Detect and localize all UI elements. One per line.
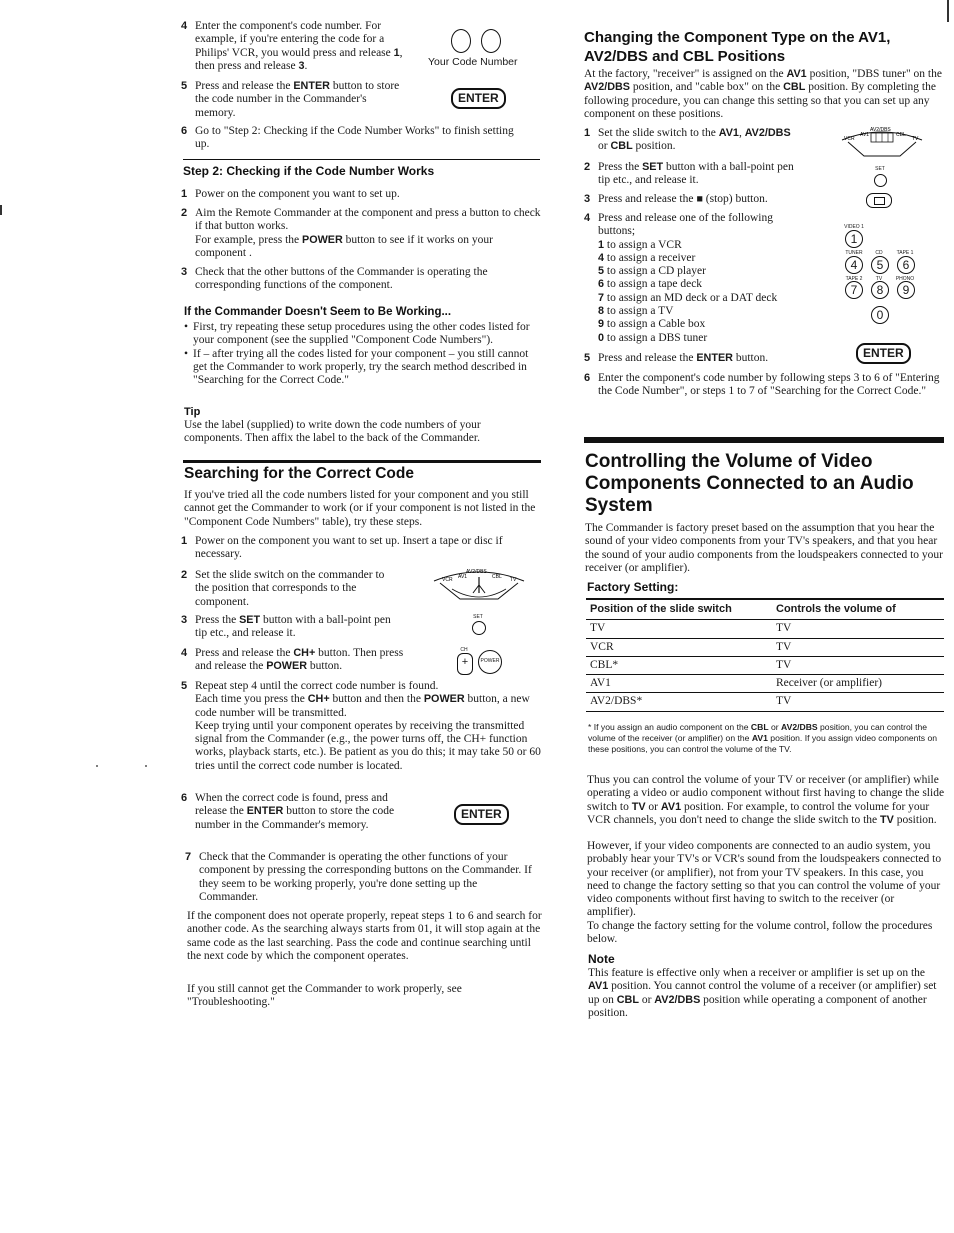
table-row: AV2/DBS* TV bbox=[586, 693, 944, 711]
column-header: Position of the slide switch bbox=[586, 599, 772, 620]
switch-label-tv: TV bbox=[510, 577, 517, 583]
change-heading: Changing the Component Type on the AV1, AV2/DBS and CBL Positions bbox=[584, 29, 891, 65]
volume-para-1: Thus you can control the volume of your TV or receiver (or amplifier) while operating a video or audio component without first having to change the slide switch to TV or AV1 position. For example, to control the volume for your VCR channels, you don't need to change the slide switch to the TV position. bbox=[587, 774, 945, 826]
tape1-label: TAPE 1 bbox=[896, 250, 914, 256]
list-item: 6 to assign a tape deck bbox=[598, 278, 703, 291]
table-row: CBL* TV bbox=[586, 656, 944, 674]
code-digit-box-icon bbox=[481, 29, 501, 53]
phono-label: PHONO bbox=[895, 276, 915, 282]
divider bbox=[183, 159, 540, 160]
numeric-key-icon: 4 bbox=[845, 256, 863, 274]
list-item: 5 to assign a CD player bbox=[598, 265, 706, 278]
not-working-list bbox=[184, 321, 534, 387]
enter-button-icon: ENTER bbox=[451, 88, 506, 109]
switch-label-av2dbs: AV2/DBS bbox=[466, 569, 487, 575]
list-item: 4 to assign a receiver bbox=[598, 251, 696, 264]
scan-speck bbox=[96, 765, 98, 767]
check-step-2: 2 Aim the Remote Commander at the component and press a button to check if that button works. For example, press the POWER button to see if it works on your component . bbox=[181, 207, 541, 259]
volume-para-3: To change the factory setting for the volume control, follow the procedures below. bbox=[587, 920, 933, 946]
slide-switch-icon bbox=[838, 126, 926, 162]
switch-label-vcr: VCR bbox=[844, 136, 855, 142]
list-item: 0 to assign a DBS tuner bbox=[598, 331, 708, 344]
change-step-5: 5 Press and release the ENTER button. bbox=[584, 352, 769, 364]
search-intro: If you've tried all the code numbers listed for your component and you still cannot get the Commander to work (or if your component is not listed in the "Component Code Numbers" table), try these steps. bbox=[184, 489, 536, 528]
your-code-number-label: Your Code Number bbox=[428, 56, 518, 68]
switch-label-av1: AV1 bbox=[458, 574, 468, 580]
list-item: • First, try repeating these setup procedures using the other codes listed for your component (see the supplied "Component Code Numbers"). bbox=[184, 321, 534, 348]
enter-step-6: 6 Go to "Step 2: Checking if the Code Number Works" to finish setting up. bbox=[181, 125, 514, 151]
numeric-key-icon: 6 bbox=[897, 256, 915, 274]
page-edge-mark bbox=[0, 205, 2, 215]
numeric-key-icon: 0 bbox=[871, 306, 889, 324]
ch-label: CH bbox=[460, 647, 468, 653]
power-label: POWER bbox=[480, 658, 500, 664]
code-digit-box-icon bbox=[451, 29, 471, 53]
factory-setting-table bbox=[586, 598, 944, 712]
list-item: 1 to assign a VCR bbox=[598, 238, 682, 251]
change-step-1: 1 Set the slide switch to the AV1, AV2/DBS or CBL position. bbox=[584, 127, 791, 153]
numeric-key-icon: 7 bbox=[845, 281, 863, 299]
tuner-label: TUNER bbox=[845, 250, 863, 256]
tip-text: Use the label (supplied) to write down the code numbers of your components. Then affix the label to the back of the Commander. bbox=[184, 419, 481, 445]
list-item: 9 to assign a Cable box bbox=[598, 318, 706, 331]
numeric-key-icon: 1 bbox=[845, 230, 863, 248]
note-text: This feature is effective only when a receiver or amplifier is set up on the AV1 position. You cannot control the volume of a receiver (or amplifier) set up on CBL or AV2/DBS position while operating a component of another position. bbox=[588, 967, 937, 1019]
search-step-6: 6 When the correct code is found, press and release the ENTER button to store the code number in the Commander's memory. bbox=[181, 792, 395, 831]
page-edge-mark bbox=[947, 0, 949, 22]
video1-label: VIDEO 1 bbox=[844, 224, 864, 230]
switch-label-cbl: CBL bbox=[896, 132, 906, 138]
search-step-3: 3 Press the SET button with a ball-point pen tip etc., and release it. bbox=[181, 614, 391, 640]
list-item: 7 to assign an MD deck or a DAT deck bbox=[598, 291, 778, 304]
numeric-key-icon: 5 bbox=[871, 256, 889, 274]
stop-symbol bbox=[874, 197, 885, 205]
list-item: 8 to assign a TV bbox=[598, 305, 674, 318]
volume-heading: Controlling the Volume of Video Components Connected to an Audio System bbox=[585, 451, 914, 516]
numeric-key-icon: 8 bbox=[871, 281, 889, 299]
tv-label: TV bbox=[875, 276, 883, 282]
table-footnote: * If you assign an audio component on the CBL or AV2/DBS position, you can control the volume of the receiver (or amplifier) on the AV1 position. If you assign video components on these positions, you can control the volume of the TV. bbox=[588, 722, 938, 754]
switch-label-tv: TV bbox=[912, 136, 919, 142]
cd-label: CD bbox=[875, 250, 883, 256]
stop-button-icon bbox=[866, 193, 892, 208]
enter-button-icon: ENTER bbox=[856, 343, 911, 364]
section-rule bbox=[584, 437, 944, 443]
search-para-2: If you still cannot get the Commander to work properly, see "Troubleshooting." bbox=[187, 983, 462, 1009]
enter-button-icon: ENTER bbox=[454, 804, 509, 825]
search-step-1: 1 Power on the component you want to set up. Insert a tape or disc if necessary. bbox=[181, 535, 503, 561]
change-step-6: 6 Enter the component's code number by following steps 3 to 6 of "Entering the Code Number", or steps 1 to 7 of "Searching for the Correct Code." bbox=[584, 372, 940, 398]
table-header-row bbox=[586, 599, 944, 620]
change-step-4: 4 Press and release one of the following buttons; 1 to assign a VCR 4 to assign a receiver 5 to assign a CD player 6 to assign a tape deck 7 to assign an MD deck or a DAT deck 8 to assign a TV 9 to assign a Cable box 0 to assign a DBS tuner bbox=[584, 212, 799, 345]
tip-heading: Tip bbox=[184, 406, 201, 418]
column-header: Controls the volume of bbox=[772, 599, 944, 620]
table-row: VCR TV bbox=[586, 638, 944, 656]
not-working-heading: If the Commander Doesn't Seem to Be Working... bbox=[184, 306, 452, 318]
table-row: AV1 Receiver (or amplifier) bbox=[586, 675, 944, 693]
set-label: SET bbox=[875, 166, 885, 172]
tape2-label: TAPE 2 bbox=[845, 276, 863, 282]
set-label: SET bbox=[473, 614, 483, 620]
volume-intro: The Commander is factory preset based on the assumption that you hear the sound of your video components from your TV's speakers, and that you hear the sound of your audio components from the loudspeakers connected to your receiver (or amplifier). bbox=[585, 522, 944, 574]
factory-table bbox=[586, 598, 944, 712]
volume-para-2: However, if your video components are connected to an audio system, you probably hear your TV's or VCR's sound from the loudspeakers connected to your receiver (or amplifier), not from your TV speakers. In this case, you need to change the factory setting so that you can control the volume of your video components without first having to switch to the receiver (or amplifier). bbox=[587, 840, 942, 919]
slide-switch-icon bbox=[430, 565, 528, 605]
switch-label-av2dbs: AV2/DBS bbox=[870, 127, 891, 133]
list-item: • If – after trying all the codes listed for your component – you still cannot get the Commander to work properly, try the search method described in "Searching for the Correct Code." bbox=[184, 348, 534, 388]
check-step-3: 3 Check that the other buttons of the Commander is operating the corresponding functions of the component. bbox=[181, 266, 488, 292]
check-step-1: 1 Power on the component you want to set up. bbox=[181, 188, 400, 200]
numeric-key-icon: 9 bbox=[897, 281, 915, 299]
section-rule bbox=[183, 460, 541, 463]
table-row: TV TV bbox=[586, 620, 944, 638]
enter-step-4: 4 Enter the component's code number. For example, if you're entering the code for a Philips' VCR, you would press and release 1, then press and release 3. bbox=[181, 20, 403, 72]
set-button-icon bbox=[472, 621, 486, 635]
note-heading: Note bbox=[588, 952, 615, 966]
change-step-3: 3 Press and release the ■ (stop) button. bbox=[584, 193, 768, 205]
search-step-4: 4 Press and release the CH+ button. Then press and release the POWER button. bbox=[181, 647, 404, 673]
enter-step-5: 5 Press and release the ENTER button to store the code number in the Commander's memory. bbox=[181, 80, 400, 119]
search-para-1: If the component does not operate properly, repeat steps 1 to 6 and search for another code. As the searching always starts from 01, it will stop again at the same code as the last searching. Pass the code and continue searching until the next code by which the component operates. bbox=[187, 910, 542, 962]
search-step-5: 5 Repeat step 4 until the correct code number is found. Each time you press the CH+ button and then the POWER button, a new code number will be transmitted. Keep trying until your component operates by receiving the transmitted signal from the Commander (e.g., the power turns off, the CH+ function works, playback starts, etc.). Be patient as you do this; it may take 50 or 60 tries until the correct code number is located. bbox=[181, 680, 541, 772]
change-intro: At the factory, "receiver" is assigned on the AV1 position, "DBS tuner" on the AV2/DBS position, and "cable box" on the CBL position. By completing the following procedure, you can change this setting so that you can set up any component on these positions. bbox=[584, 68, 942, 120]
change-step-2: 2 Press the SET button with a ball-point pen tip etc., and release it. bbox=[584, 161, 794, 187]
step2-heading: Step 2: Checking if the Code Number Works bbox=[183, 164, 435, 178]
factory-heading: Factory Setting: bbox=[587, 580, 679, 594]
search-step-7: 7 Check that the Commander is operating the other functions of your component by pressing the corresponding buttons on the Commander. If they seem to be working properly, you're done setting up the Commander. bbox=[185, 851, 532, 903]
switch-label-vcr: VCR bbox=[442, 577, 453, 583]
ch-plus-button-icon: + bbox=[457, 653, 473, 675]
search-step-2: 2 Set the slide switch on the commander to the position that corresponds to the component. bbox=[181, 569, 385, 608]
scan-speck bbox=[145, 765, 147, 767]
search-heading: Searching for the Correct Code bbox=[184, 465, 414, 482]
switch-label-av1: AV1 bbox=[860, 132, 870, 138]
switch-label-cbl: CBL bbox=[492, 574, 502, 580]
set-button-icon bbox=[874, 174, 887, 187]
